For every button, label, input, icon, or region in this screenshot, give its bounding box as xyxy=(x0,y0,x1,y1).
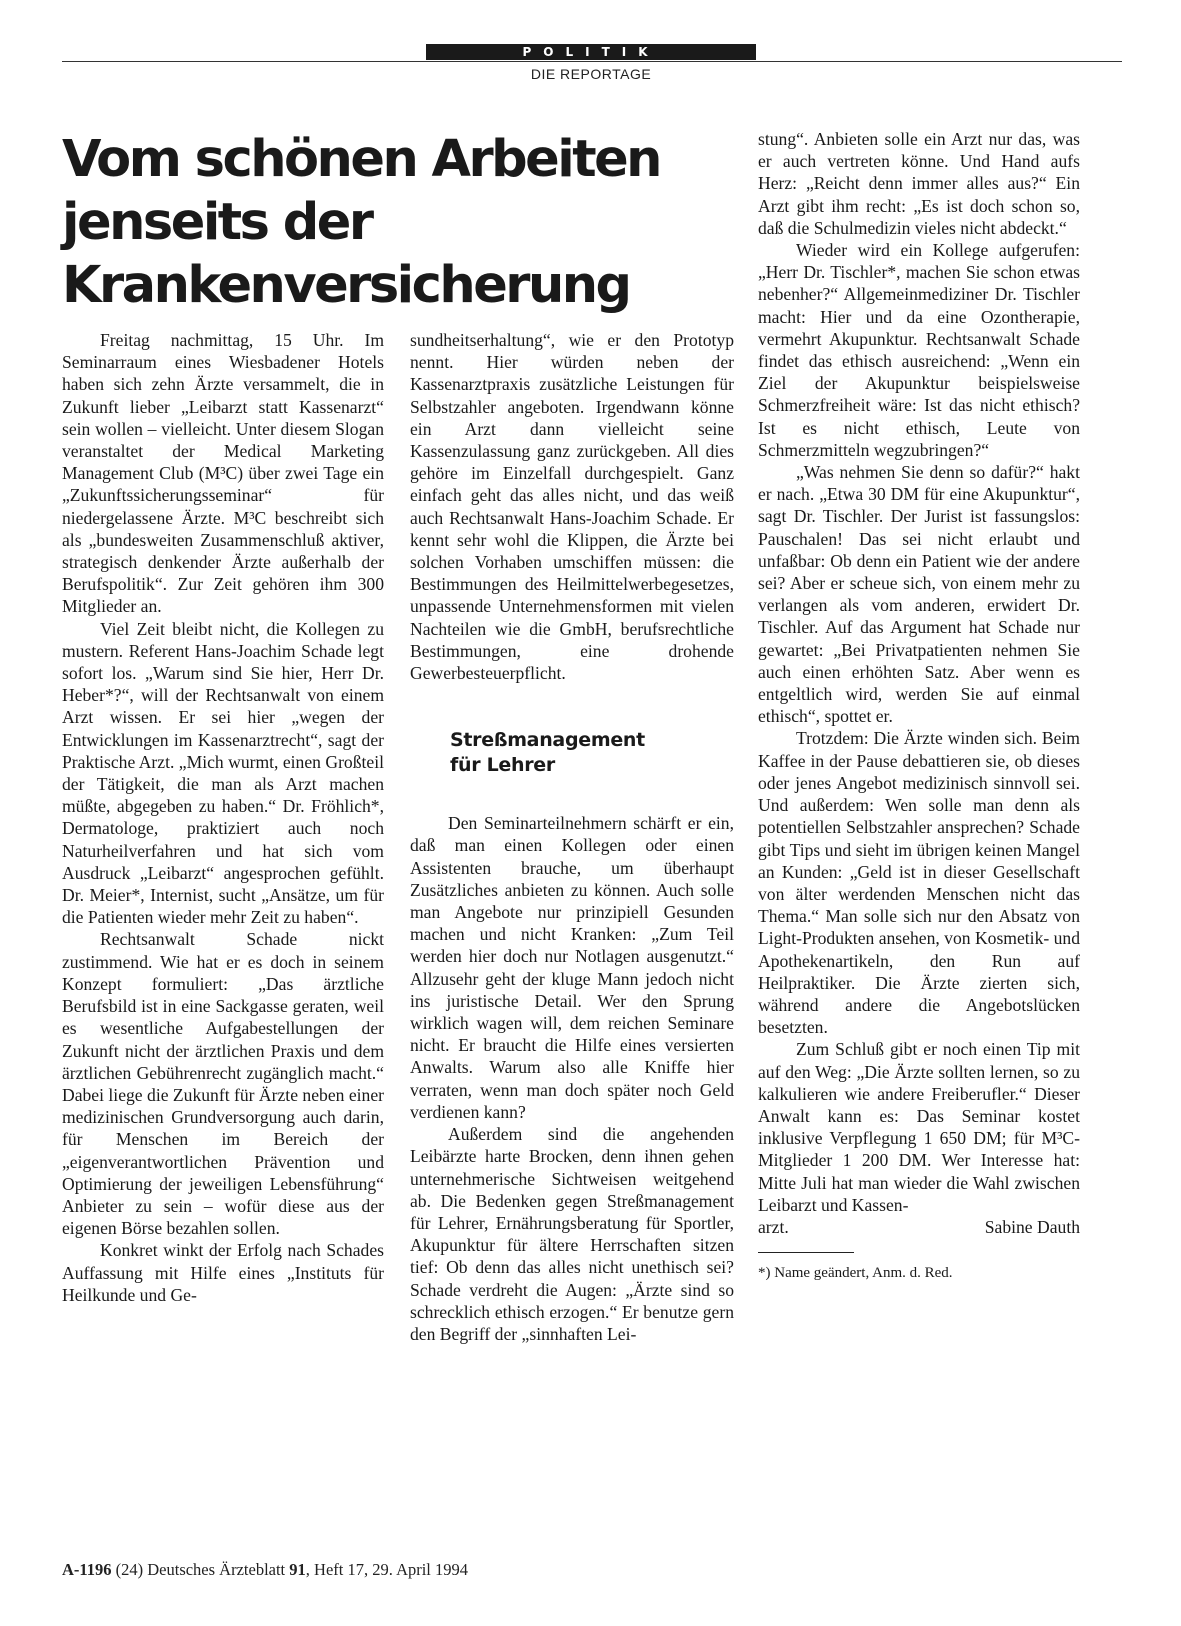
section-subheading xyxy=(450,728,734,778)
footnote: *) Name geändert, Anm. d. Red. xyxy=(758,1265,953,1282)
paragraph: Rechtsanwalt Schade nickt zustimmend. Wie hat er es doch in seinem Konzept formuliert: „Das ärztliche Berufsbild ist in eine Sackgasse geraten, weil es wesentliche Aufgabestellungen der Zukunft nicht der ärztlichen Praxis und dem ärztlichen Gebührenrecht zugänglich macht.“ Dabei liege die Zukunft für Ärzte neben einer medizinischen Grundversorgung auch darin, für Menschen im Bereich der „eigenverantwortlichen Prävention und Optimierung der jeweiligen Lebensführung“ Anbieter zu sein – wofür diese aus der eigenen Börse bezahlen sollen. xyxy=(62,929,384,1239)
subheading-line: Streßmanagement xyxy=(450,729,645,752)
last-line-text: arzt. xyxy=(758,1216,789,1237)
kicker-label: DIE REPORTAGE xyxy=(530,66,652,82)
paragraph: Trotzdem: Die Ärzte winden sich. Beim Kaffee in der Pause debattieren sie, ob dieses oder jenes Angebot medizinisch sinnvoll sei. Und außerdem: Wen solle man denn als potentiellen Selbstzahler ansprechen? Schade gibt Tips und sieht im übrigen keinen Mangel an Kunden: „Geld ist in dieser Gesellschaft von älter werdenden Menschen nicht das Thema.“ Man solle sich nur den Absatz von Light-Produkten ansehen, von Kosmetik- und Apothekenartikeln, den Run auf Heilpraktiker. Die Ärzte zierten sich, während andere die Angebotslücken besetzten. xyxy=(758,728,1081,1038)
text-column-2 xyxy=(410,329,734,1345)
footnote-rule xyxy=(758,1252,854,1253)
paragraph: Viel Zeit bleibt nicht, die Kollegen zu mustern. Referent Hans-Joachim Schade legt sofort los. „Warum sind Sie hier, Herr Dr. Heber*?“, will der Rechtsanwalt von einem Arzt wissen. Er sei hier „wegen der Entwicklungen im Kassenarztrecht“, sagt der Praktische Arzt. „Mich wurmt, einen Großteil der Tätigkeit, die man als Arzt machen müßte, abgegeben zu haben.“ Dr. Fröhlich*, Dermatologe, praktiziert auch noch Naturheilverfahren und hat sich vom Ausdruck „Leibarzt“ angesprochen gefühlt. Dr. Meier*, Internist, sucht „Ansätze, um für die Patienten wieder mehr Zeit zu haben“. xyxy=(62,618,384,928)
top-rule xyxy=(62,61,1122,62)
headline-line: Vom schönen Arbeiten xyxy=(62,130,660,189)
paragraph: sundheitserhaltung“, wie er den Prototyp nennt. Hier würden neben der Kassenarztpraxis zusätzliche Leistungen für Selbstzahler angeboten. Irgendwann könne ein Arzt dann vielleicht seine Kassenzulassung ganz zurückgeben. All dies gehöre im Einzelfall durchgespielt. Ganz einfach geht das alles nicht, und das weiß auch Rechtsanwalt Hans-Joachim Schade. Er kennt sehr wohl die Klippen, die Ärzte bei solchen Vorhaben umschiffen müssen: die Bestimmungen des Heilmittelwerbegesetzes, unpassende Unternehmensformen mit vielen Nachteilen wie die GmbH, berufsrechtliche Bestimmungen, eine drohende Gewerbesteuerpflicht. xyxy=(410,330,734,684)
paragraph: Zum Schluß gibt er noch einen Tip mit auf den Weg: „Die Ärzte sollten lernen, so zu kalkulieren wie andere Freiberufler.“ Dieser Anwalt kann es: Das Seminar kostet inklusive Verpflegung 1 650 DM; für M³C-Mitglieder 1 200 DM. Wer Interesse hat: Mitte Juli hat man wieder die Wahl zwischen Leibarzt und Kassen- xyxy=(758,1039,1080,1215)
folio-text: (24) Deutsches Ärzteblatt xyxy=(115,1560,290,1579)
folio-text-end: , Heft 17, 29. April 1994 xyxy=(305,1560,469,1579)
text-column-3 xyxy=(758,128,1080,1283)
subheading-line: für Lehrer xyxy=(450,754,555,777)
text-column-1 xyxy=(62,329,384,1306)
headline-line: jenseits der xyxy=(62,193,372,252)
paragraph: Freitag nachmittag, 15 Uhr. Im Seminarraum eines Wiesbadener Hotels haben sich zehn Ärzte versammelt, die in Zukunft lieber „Leibarzt statt Kassenarzt“ sein wollen – vielleicht. Unter diesem Slogan veranstaltet der Medical Marketing Management Club (M³C) über zwei Tage ein „Zukunftssicherungsseminar“ für niedergelassene Ärzte. M³C beschreibt sich als „bundesweiten Zusammenschluß aktiver, strategisch denkender Ärzte außerhalb der Berufspolitik“. Zur Zeit gehören ihm 300 Mitglieder an. xyxy=(62,330,384,617)
paragraph: Konkret winkt der Erfolg nach Schades Auffassung mit Hilfe eines „Instituts für Heilkunde und Ge- xyxy=(62,1240,384,1305)
page-folio xyxy=(62,1560,468,1580)
headline-line: Krankenversicherung xyxy=(62,256,630,315)
article-headline xyxy=(62,128,742,317)
paragraph: „Was nehmen Sie denn so dafür?“ hakt er nach. „Etwa 30 DM für eine Akupunktur“, sagt Dr. Tischler. Der Jurist ist fassungslos: Pauschalen! Das sei nicht erlaubt und unfaßbar: Ob denn ein Patient wie der andere sei? Aber er scheue sich, von einem mehr zu verlangen als vom anderen, erwidert Dr. Tischler. Auf das Argument hat Schade nur gewartet: „Bei Privatpatienten nehmen Sie auch einen erhöhten Satz. Aber wenn es entgeltlich wird, werden Sie auf einmal ethisch“, spottet er. xyxy=(758,462,1080,727)
paragraph: stung“. Anbieten solle ein Arzt nur das, was er auch vertreten könne. Und Hand aufs Herz: „Reicht denn immer alles aus?“ Ein Arzt gibt ihm recht: „Es ist doch schon so, daß die Schulmedizin vieles nicht abdeckt.“ xyxy=(758,129,1080,238)
section-label: POLITIK xyxy=(426,44,756,60)
folio-volume: 91 xyxy=(289,1560,306,1579)
byline-row xyxy=(758,1216,1080,1238)
page-number: A-1196 xyxy=(62,1560,112,1579)
paragraph: Wieder wird ein Kollege aufgerufen: „Herr Dr. Tischler*, machen Sie schon etwas nebenher?“ Allgemeinmediziner Dr. Tischler macht: Hier und da eine Ozontherapie, vermehrt Akupunktur. Rechtsanwalt Schade findet das ethisch ausreichend: „Wenn ein Ziel der Akupunktur beispielsweise Schmerzfreiheit wäre: Ist das nicht ethisch? Ist es nicht ethisch, Leute von Schmerzmitteln wegzubringen?“ xyxy=(758,240,1080,460)
author-name: Sabine Dauth xyxy=(984,1216,1080,1237)
paragraph: Den Seminarteilnehmern schärft er ein, daß man einen Kollegen oder einen Assistenten brauche, um überhaupt Zusätzliches anbieten zu können. Auch solle man Angebote nur prinzipiell Gesunden machen und nicht Kranken: „Zum Teil werden hier doch nur Notlagen ausgenutzt.“ Allzusehr geht der kluge Mann jedoch nicht ins juristische Detail. Wer den Sprung wirklich wagen will, dem reichen Seminare nicht. Er braucht die Hilfe eines versierten Anwalts. Warum also alle Kniffe hier verraten, wenn man doch später noch Geld verdienen kann? xyxy=(410,813,734,1122)
paragraph: Außerdem sind die angehenden Leibärzte harte Brocken, denn ihnen gehen unternehmerische Sichtweisen weitgehend ab. Die Bedenken gegen Streßmanagement für Lehrer, Ernährungsberatung für Sportler, Akupunktur für ältere Herrschaften sitzen tief: Ob denn das alles nicht unethisch sei? Schade verdreht die Augen: „Ärzte sind so schrecklich ethisch erzogen.“ Er benutze gern den Begriff der „sinnhaften Lei- xyxy=(410,1124,734,1344)
